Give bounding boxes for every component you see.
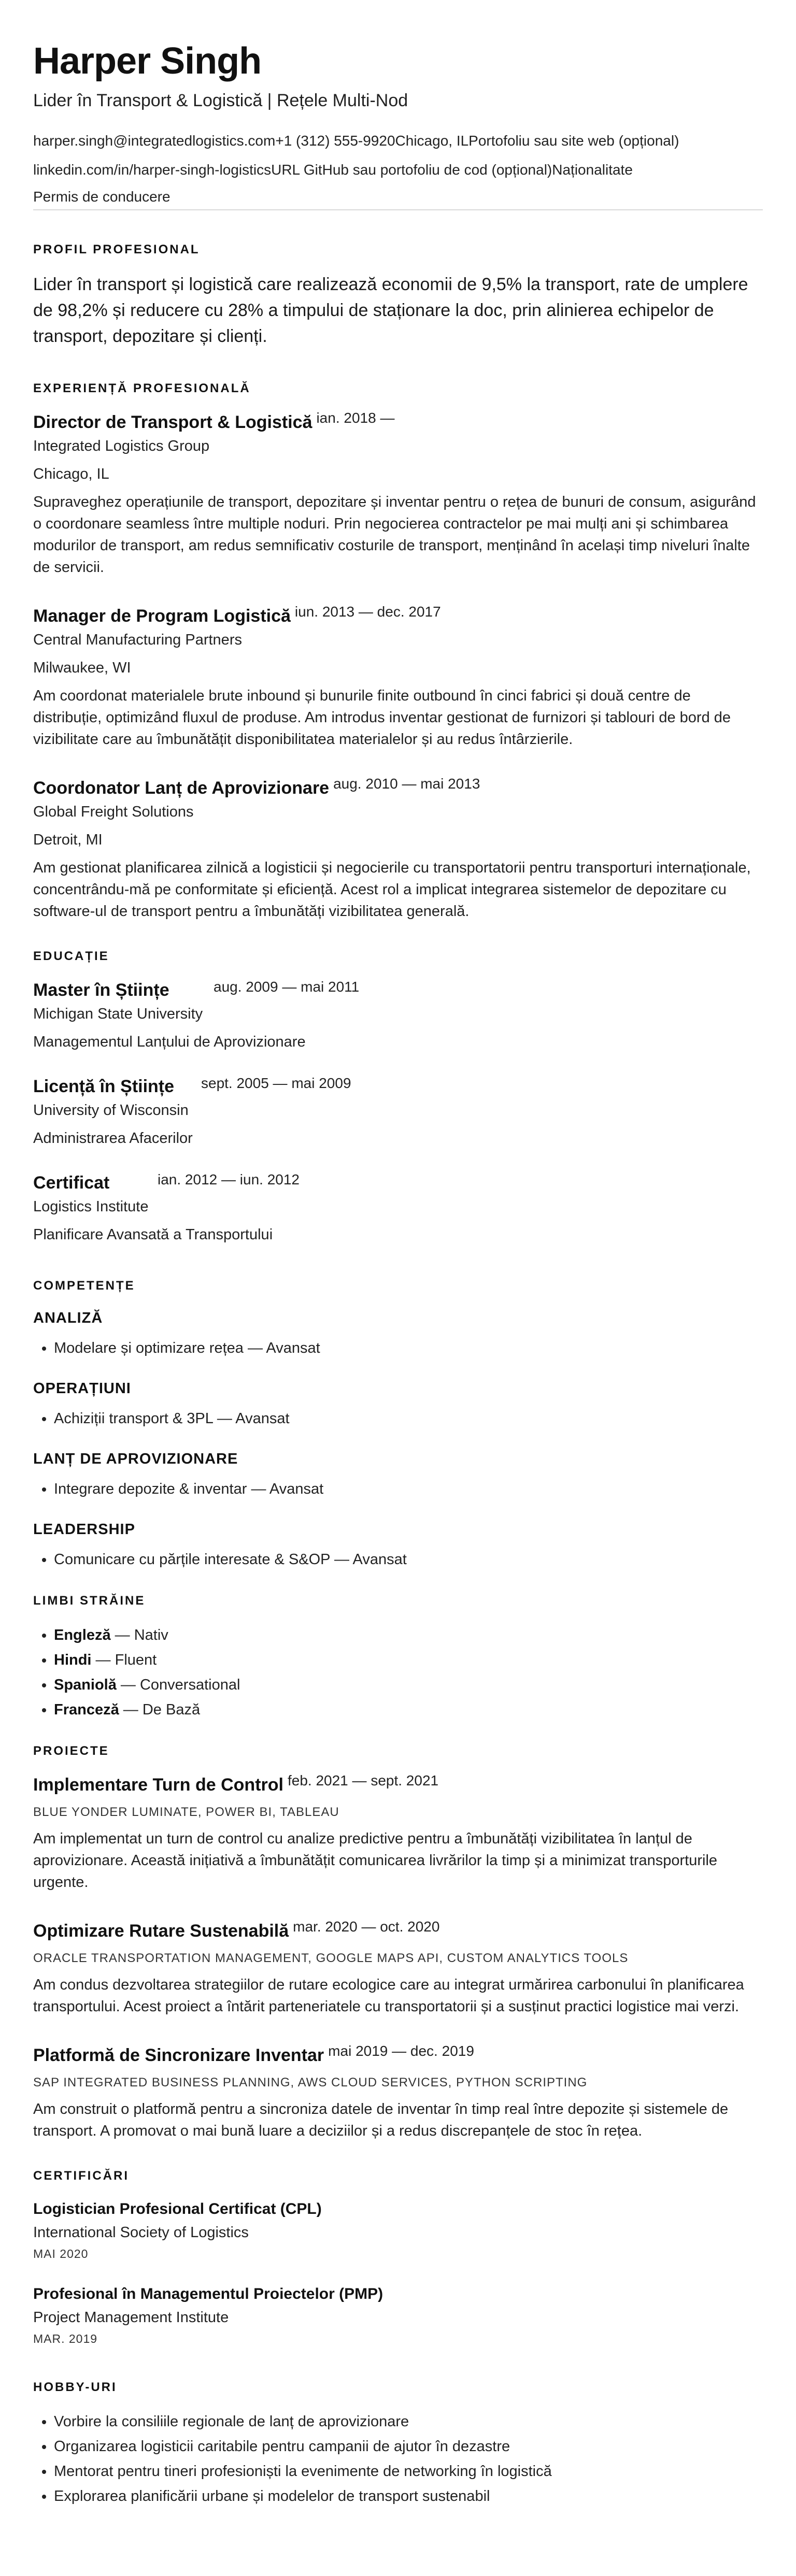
- project-name: Optimizare Rutare Sustenabilă: [33, 1921, 289, 1941]
- certification-entry: [33, 2283, 763, 2348]
- skill-category: LEADERSHIP: [33, 1521, 135, 1538]
- contact-linkedin[interactable]: linkedin.com/in/harper-singh-logistics: [33, 162, 272, 178]
- skill-category: LANȚ DE APROVIZIONARE: [33, 1451, 238, 1467]
- job-description: Am coordonat materialele brute inbound și bunurile finite outbound în cinci fabrici și două centre de distribuție, optimizând fluxul de produse. Am introdus inventar gestionat de furnizori și tablouri de bord de vizibilitate care au îmbunătățit disponibilitatea materialelor și au redus întârzierile.: [33, 688, 731, 748]
- candidate-headline: Lider în Transport & Logistică | Rețele Multi-Nod: [33, 91, 408, 110]
- education-heading: EDUCAȚIE: [33, 949, 109, 963]
- certification-date: MAI 2020: [33, 2247, 89, 2260]
- contact-row-2: [33, 155, 763, 184]
- project-name: Platformă de Sincronizare Inventar: [33, 2045, 324, 2065]
- hobby-item: • Organizarea logisticii caritabile pentru campanii de ajutor în dezastre: [54, 2434, 763, 2459]
- language-name: Franceză: [54, 1701, 119, 1718]
- skill-list: [33, 1477, 763, 1501]
- summary-section: [33, 241, 763, 349]
- project-entry: [33, 2043, 763, 2142]
- project-date: mai 2019 — dec. 2019: [328, 2043, 474, 2059]
- project-name: Implementare Turn de Control: [33, 1775, 283, 1795]
- project-tech: SAP INTEGRATED BUSINESS PLANNING, AWS CLOUD SERVICES, PYTHON SCRIPTING: [33, 2076, 588, 2090]
- experience-entry: [33, 604, 763, 750]
- language-list: [33, 1623, 763, 1722]
- skill-item: • Achiziții transport & 3PL — Avansat: [54, 1406, 763, 1431]
- skill-item: • Modelare și optimizare rețea — Avansat: [54, 1336, 763, 1361]
- candidate-name: Harper Singh: [33, 40, 262, 82]
- hobbies-heading: HOBBY-URI: [33, 2380, 117, 2394]
- certification-name: Logistician Profesional Certificat (CPL): [33, 2200, 322, 2217]
- hobby-item: • Vorbire la consiliile regionale de lanț de aprovizionare: [54, 2409, 763, 2434]
- education-entry: [33, 1075, 763, 1150]
- job-date: iun. 2013 — dec. 2017: [294, 604, 441, 620]
- job-title: Director de Transport & Logistică: [33, 412, 312, 432]
- project-entry: [33, 1919, 763, 2017]
- education-entry: [33, 978, 763, 1054]
- language-item: [54, 1623, 763, 1648]
- job-date: ian. 2018 —: [316, 410, 395, 426]
- contact-row-3: [33, 184, 763, 209]
- job-company: Central Manufacturing Partners: [33, 632, 242, 648]
- degree-title: Certificat: [33, 1173, 110, 1193]
- experience-entry: [33, 776, 763, 922]
- contact-nationality: Naționalitate: [552, 162, 633, 178]
- certification-entry: [33, 2198, 763, 2263]
- language-level: — Fluent: [91, 1652, 157, 1668]
- contact-portfolio[interactable]: Portofoliu sau site web (opțional): [468, 133, 679, 149]
- skill-category: ANALIZĂ: [33, 1310, 103, 1326]
- skills-section: [33, 1278, 763, 1572]
- job-description: Am gestionat planificarea zilnică a logisticii și negocierile cu transportatorii pentru transporturi internaționale, concentrându-mă pe conformitate și eficiență. Acest rol a implicat integrarea sistemelor de depozitare cu software-ul de transport pentru a îmbunătăți vizibilitatea generală.: [33, 860, 751, 920]
- job-date: aug. 2010 — mai 2013: [333, 776, 480, 792]
- language-item: [54, 1697, 763, 1722]
- contact-license: Permis de conducere: [33, 189, 170, 205]
- education-field: Administrarea Afacerilor: [33, 1130, 193, 1147]
- experience-entry: [33, 410, 763, 578]
- education-entry: [33, 1171, 763, 1247]
- job-description: Supraveghez operațiunile de transport, depozitare și inventar pentru o rețea de bunuri de consum, asigurând o coordonare seamless între multiple noduri. Prin negocierea contractelor pe mai mulți ani și schimbarea modurilor de transport, am redus semnificativ costurile de transport, menținând în același timp niveluri înalte de servicii.: [33, 494, 756, 576]
- languages-section: [33, 1593, 763, 1722]
- skill-item: • Comunicare cu părțile interesate & S&OP — Avansat: [54, 1547, 763, 1572]
- project-tech: ORACLE TRANSPORTATION MANAGEMENT, GOOGLE MAPS API, CUSTOM ANALYTICS TOOLS: [33, 1951, 629, 1965]
- education-school: Michigan State University: [33, 1006, 203, 1022]
- contact-github[interactable]: URL GitHub sau portofoliu de cod (opțional): [271, 162, 552, 178]
- skills-heading: COMPETENȚE: [33, 1279, 135, 1293]
- education-section: [33, 948, 763, 1247]
- summary-heading: PROFIL PROFESIONAL: [33, 242, 200, 256]
- project-description: Am condus dezvoltarea strategiilor de rutare ecologice care au integrat urmărirea carbonului în planificarea transportului. Acest proiect a întărit parteneriatele cu transportatorii și a susținut practici logistice mai verzi.: [33, 1977, 744, 2015]
- language-name: Engleză: [54, 1627, 111, 1643]
- contact-location: Chicago, IL: [395, 133, 469, 149]
- project-tech: BLUE YONDER LUMINATE, POWER BI, TABLEAU: [33, 1805, 339, 1819]
- experience-section: [33, 380, 763, 922]
- skill-category: OPERAȚIUNI: [33, 1380, 131, 1397]
- job-location: Milwaukee, WI: [33, 660, 131, 676]
- projects-section: [33, 1743, 763, 2142]
- project-date: mar. 2020 — oct. 2020: [293, 1919, 440, 1935]
- education-field: Planificare Avansată a Transportului: [33, 1226, 273, 1243]
- language-level: — Conversational: [116, 1677, 240, 1693]
- language-name: Spaniolă: [54, 1677, 117, 1693]
- hobbies-section: [33, 2379, 763, 2509]
- certification-name: Profesional în Managementul Proiectelor (PMP): [33, 2285, 383, 2302]
- contact-email[interactable]: harper.singh@integratedlogistics.com: [33, 133, 276, 149]
- language-level: — De Bază: [119, 1701, 201, 1718]
- experience-heading: EXPERIENȚĂ PROFESIONALĂ: [33, 381, 251, 395]
- job-location: Detroit, MI: [33, 832, 103, 848]
- certification-date: MAR. 2019: [33, 2332, 98, 2345]
- degree-title: Master în Științe: [33, 980, 169, 1000]
- project-description: Am implementat un turn de control cu analize predictive pentru a îmbunătăți vizibilitatea în lanțul de aprovizionare. Această inițiativă a îmbunătățit comunicarea livrărilor la timp și a minimizat transporturile urgente.: [33, 1830, 718, 1891]
- degree-date: aug. 2009 — mai 2011: [214, 979, 360, 995]
- degree-date: sept. 2005 — mai 2009: [201, 1075, 351, 1091]
- hobby-item: • Explorarea planificării urbane și modelelor de transport sustenabil: [54, 2484, 763, 2509]
- degree-date: ian. 2012 — iun. 2012: [158, 1171, 300, 1187]
- certification-org: Project Management Institute: [33, 2309, 229, 2326]
- job-title: Coordonator Lanț de Aprovizionare: [33, 778, 330, 798]
- job-location: Chicago, IL: [33, 466, 109, 482]
- languages-heading: LIMBI STRĂINE: [33, 1594, 146, 1608]
- education-school: Logistics Institute: [33, 1198, 149, 1215]
- contact-phone[interactable]: +1 (312) 555-9920: [275, 133, 395, 149]
- language-name: Hindi: [54, 1652, 92, 1668]
- hobby-item: • Mentorat pentru tineri profesioniști la evenimente de networking în logistică: [54, 2459, 763, 2484]
- project-entry: [33, 1773, 763, 1893]
- contact-row-1: [33, 126, 763, 155]
- job-title: Manager de Program Logistică: [33, 606, 291, 626]
- hobby-list: [33, 2409, 763, 2509]
- degree-title: Licență în Științe: [33, 1077, 175, 1096]
- education-field: Managementul Lanțului de Aprovizionare: [33, 1034, 306, 1050]
- skill-list: [33, 1547, 763, 1572]
- job-company: Integrated Logistics Group: [33, 438, 210, 454]
- education-school: University of Wisconsin: [33, 1102, 189, 1119]
- skill-list: [33, 1336, 763, 1361]
- job-company: Global Freight Solutions: [33, 804, 194, 820]
- language-item: [54, 1672, 763, 1697]
- language-item: [54, 1648, 763, 1672]
- skill-item: • Integrare depozite & inventar — Avansat: [54, 1477, 763, 1501]
- contact-block: [33, 126, 763, 209]
- summary-text: Lider în transport și logistică care realizează economii de 9,5% la transport, rate de umplere de 98,2% și reducere cu 28% a timpului de staționare la doc, prin alinierea echipelor de transport, depozitare și clienți.: [33, 275, 748, 346]
- certifications-section: [33, 2168, 763, 2348]
- certification-org: International Society of Logistics: [33, 2224, 249, 2241]
- resume-header: [33, 37, 763, 210]
- language-level: — Nativ: [110, 1627, 168, 1643]
- projects-heading: PROIECTE: [33, 1744, 109, 1758]
- skill-list: [33, 1406, 763, 1431]
- project-date: feb. 2021 — sept. 2021: [287, 1772, 439, 1788]
- project-description: Am construit o platformă pentru a sincroniza datele de inventar în timp real între depozite și sistemele de transport. A promovat o mai bună luare a deciziilor și a redus discrepanțele de stoc în rețea.: [33, 2101, 729, 2139]
- certifications-heading: CERTIFICĂRI: [33, 2169, 129, 2183]
- header-divider: [33, 209, 763, 210]
